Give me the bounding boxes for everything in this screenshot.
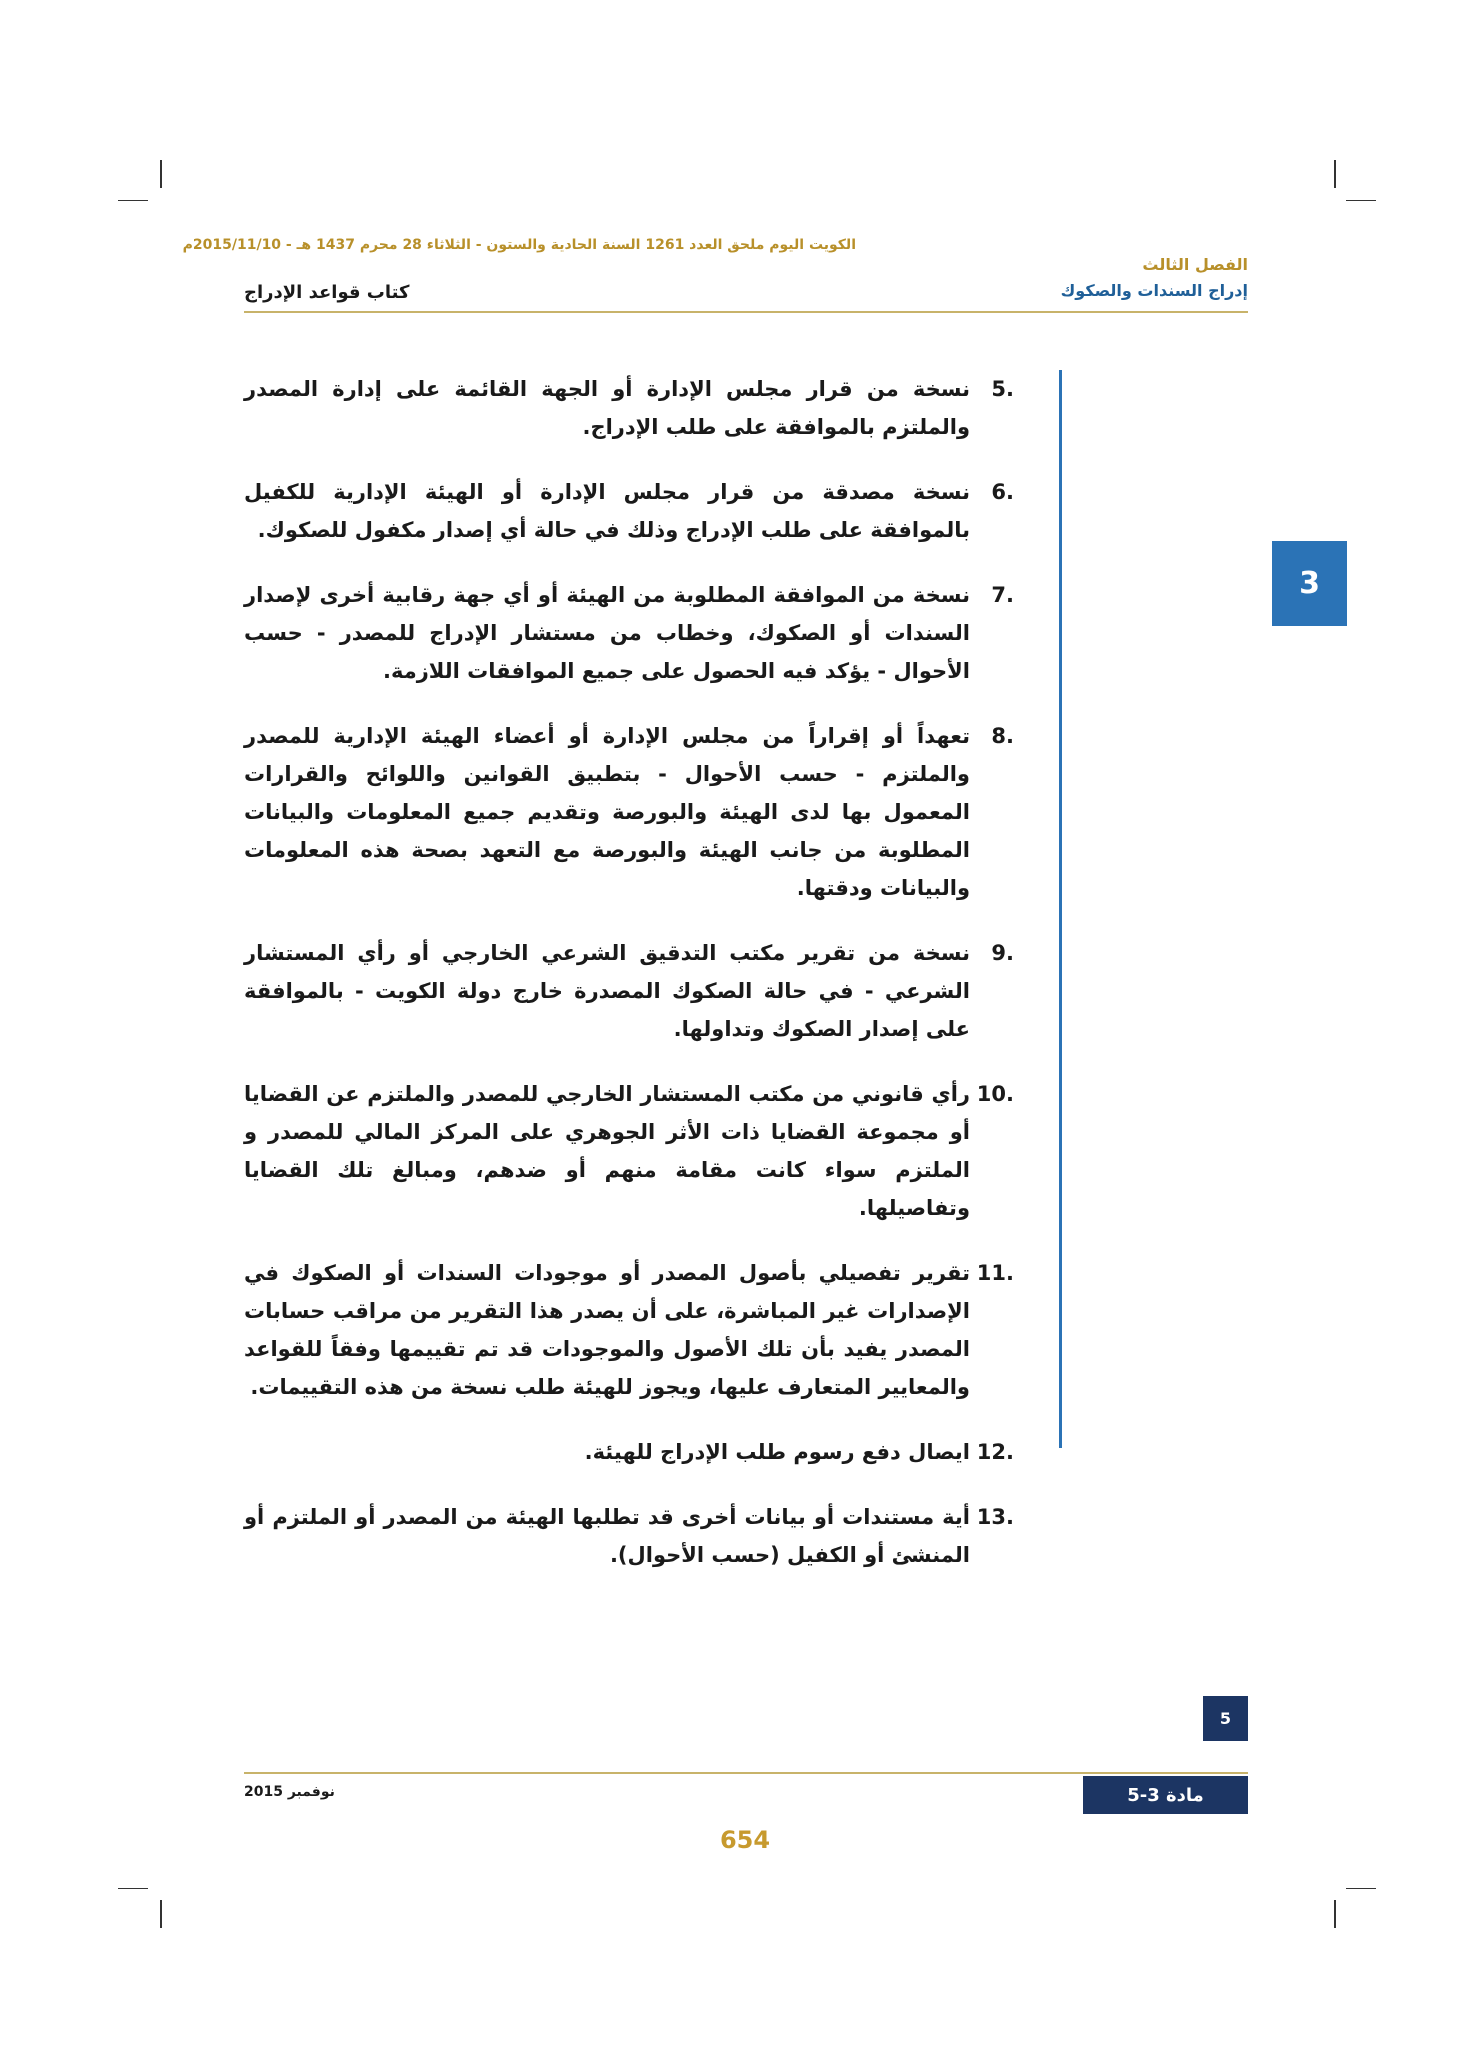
item-number: .10 xyxy=(976,1082,1014,1106)
item-number: .11 xyxy=(976,1261,1014,1285)
item-text: رأي قانوني من مكتب المستشار الخارجي للمصدر والملتزم عن القضايا أو مجموعة القضايا ذات الأثر الجوهري على المركز المالي للمصدر و الملتزم سواء كانت مقامة منهم أو ضدهم، ومبالغ تلك القضايا وتفاصيلها. xyxy=(244,1082,970,1220)
item-text: نسخة من الموافقة المطلوبة من الهيئة أو أي جهة رقابية أخرى لإصدار السندات أو الصكوك، وخطاب من مستشار الإدراج للمصدر - حسب الأحوال - يؤكد فيه الحصول على جميع الموافقات اللازمة. xyxy=(244,583,970,683)
item-text: أية مستندات أو بيانات أخرى قد تطلبها الهيئة من المصدر أو الملتزم أو المنشئ أو الكفيل (حسب الأحوال). xyxy=(244,1505,970,1567)
item-text: نسخة من تقرير مكتب التدقيق الشرعي الخارجي أو رأي المستشار الشرعي - في حالة الصكوك المصدرة خارج دولة الكويت - بالموافقة على إصدار الصكوك وتداولها. xyxy=(244,941,970,1041)
book-title: كتاب قواعد الإدراج xyxy=(244,282,410,303)
list-item xyxy=(244,717,1014,907)
item-number: .7 xyxy=(991,583,1014,607)
requirements-list xyxy=(244,370,1014,1601)
crop-mark xyxy=(160,160,162,188)
item-text: تقرير تفصيلي بأصول المصدر أو موجودات السندات أو الصكوك في الإصدارات غير المباشرة، على أن يصدر هذا التقرير من مراقب حسابات المصدر يفيد بأن تلك الأصول والموجودات قد تم تقييمها وفقاً للقواعد والمعايير المتعارف عليها، ويجوز للهيئة طلب نسخة من هذه التقييمات. xyxy=(244,1261,970,1399)
item-number: .8 xyxy=(991,724,1014,748)
item-text: ايصال دفع رسوم طلب الإدراج للهيئة. xyxy=(584,1440,970,1464)
content-accent-bar xyxy=(1059,370,1062,1448)
publication-line: الكويت اليوم ملحق العدد 1261 السنة الحادية والستون - الثلاثاء 28 محرم 1437 هـ - 2015/11/10م xyxy=(182,237,856,253)
item-number: .5 xyxy=(991,377,1014,401)
item-number: .6 xyxy=(991,480,1014,504)
list-item xyxy=(244,934,1014,1048)
section-title: إدراج السندات والصكوك xyxy=(1060,281,1248,300)
crop-mark xyxy=(1334,1900,1336,1928)
list-item xyxy=(244,1075,1014,1227)
footer-date: نوفمبر 2015 xyxy=(244,1784,335,1800)
crop-mark xyxy=(118,200,148,201)
list-item xyxy=(244,1498,1014,1574)
chapter-label: الفصل الثالث xyxy=(1142,255,1248,274)
list-item xyxy=(244,576,1014,690)
item-text: تعهداً أو إقراراً من مجلس الإدارة أو أعضاء الهيئة الإدارية للمصدر والملتزم - حسب الأحوال - بتطبيق القوانين واللوائح والقرارات المعمول بها لدى الهيئة والبورصة وتقديم جميع المعلومات والبيانات المطلوبة من جانب الهيئة والبورصة مع التعهد بصحة هذه المعلومات والبيانات ودقتها. xyxy=(244,724,970,900)
item-number: .12 xyxy=(976,1440,1014,1464)
header-divider xyxy=(244,311,1248,313)
crop-mark xyxy=(1334,160,1336,188)
chapter-tab: 3 xyxy=(1272,541,1347,626)
list-item xyxy=(244,1433,1014,1471)
crop-mark xyxy=(1346,200,1376,201)
list-item xyxy=(244,473,1014,549)
list-item xyxy=(244,1254,1014,1406)
crop-mark xyxy=(1346,1888,1376,1889)
crop-mark xyxy=(118,1888,148,1889)
item-text: نسخة مصدقة من قرار مجلس الإدارة أو الهيئة الإدارية للكفيل بالموافقة على طلب الإدراج وذلك في حالة أي إصدار مكفول للصكوك. xyxy=(244,480,970,542)
page-number: 654 xyxy=(719,1826,771,1854)
crop-mark xyxy=(160,1900,162,1928)
item-number: .9 xyxy=(991,941,1014,965)
item-text: نسخة من قرار مجلس الإدارة أو الجهة القائمة على إدارة المصدر والملتزم بالموافقة على طلب الإدراج. xyxy=(244,377,970,439)
item-number: .13 xyxy=(976,1505,1014,1529)
footer-divider xyxy=(244,1772,1248,1774)
article-label: مادة 3-5 xyxy=(1083,1776,1248,1814)
page-indicator-box: 5 xyxy=(1203,1696,1248,1741)
list-item xyxy=(244,370,1014,446)
